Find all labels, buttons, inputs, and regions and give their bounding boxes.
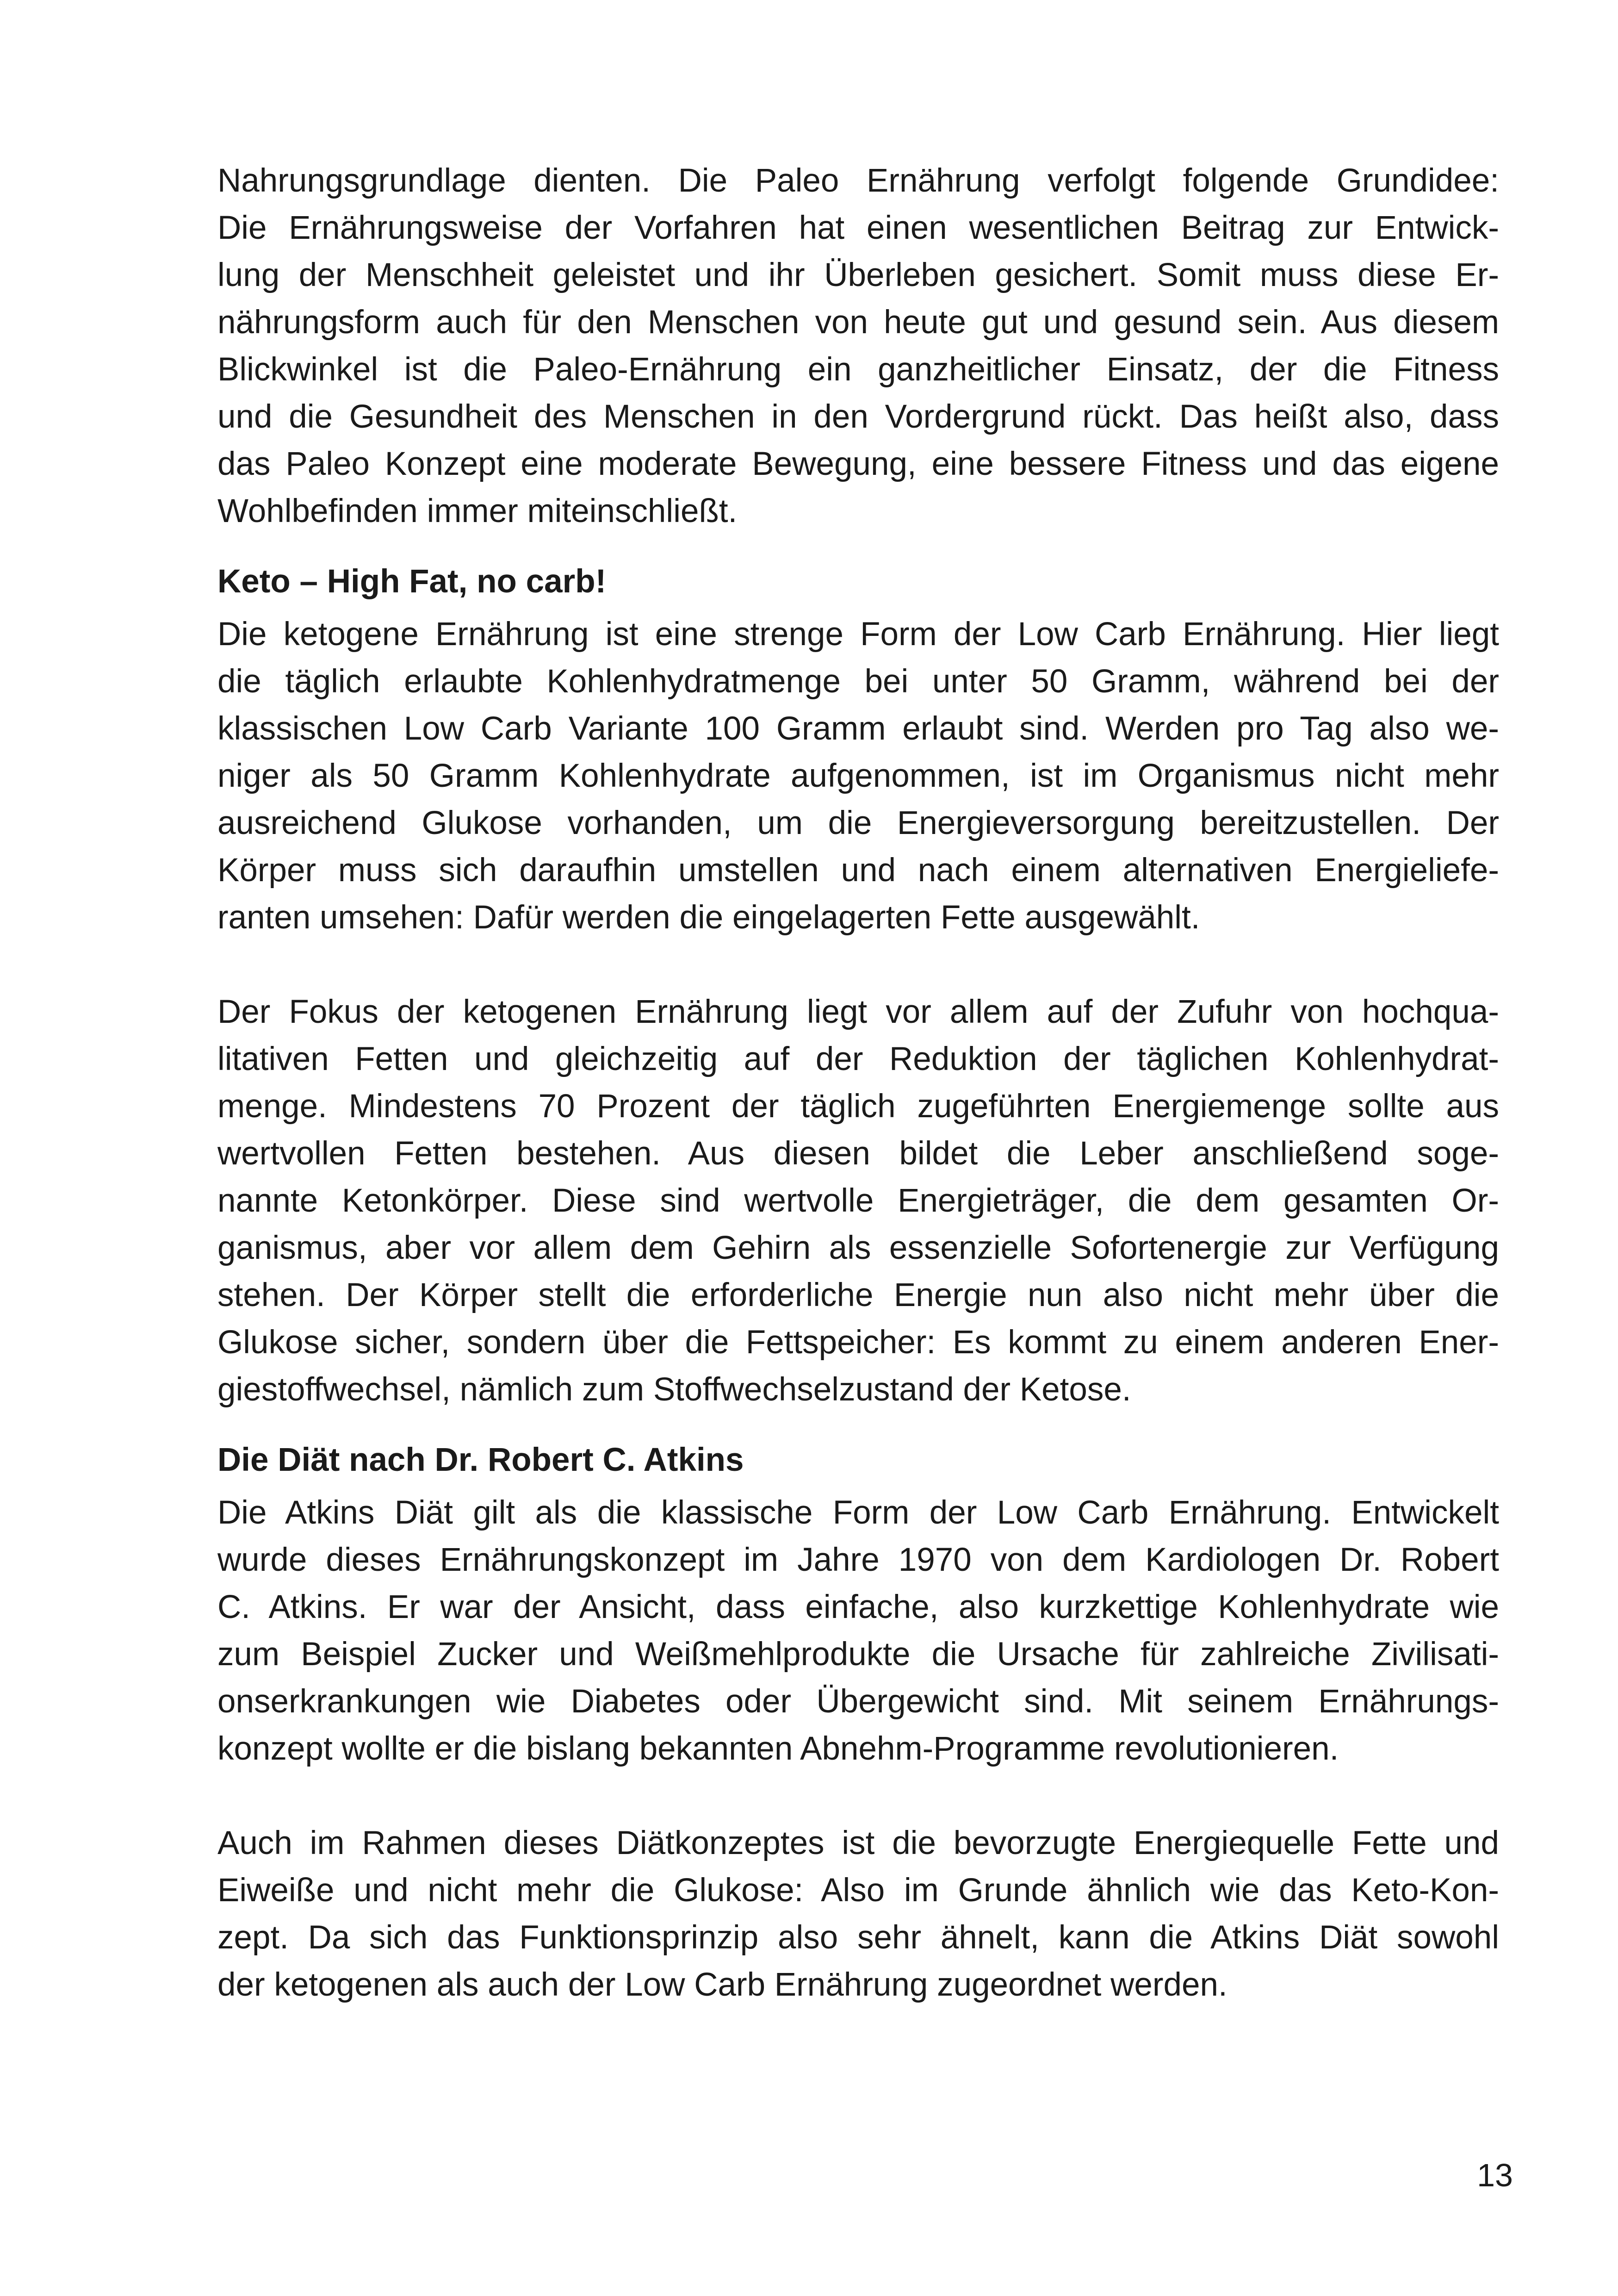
page-number: 13 bbox=[1477, 2157, 1513, 2193]
text-line: das Paleo Konzept eine moderate Bewegung, eine bessere Fitness und das eigene bbox=[217, 446, 1499, 482]
text-line: Glukose sicher, sondern über die Fettspeicher: Es kommt zu einem anderen Ener- bbox=[217, 1324, 1499, 1361]
text-line: Die Ernährungsweise der Vorfahren hat einen wesentlichen Beitrag zur Entwick- bbox=[217, 210, 1499, 246]
paragraph-keto-focus bbox=[217, 989, 1499, 1413]
paragraph-paleo-continuation bbox=[217, 157, 1499, 535]
text-line: nannte Ketonkörper. Diese sind wertvolle Energieträger, die dem gesamten Or- bbox=[217, 1182, 1499, 1219]
text-line: ausreichend Glukose vorhanden, um die Energieversorgung bereitzustellen. Der bbox=[217, 805, 1499, 841]
text-line: zept. Da sich das Funktionsprinzip also sehr ähnelt, kann die Atkins Diät sowohl bbox=[217, 1919, 1499, 1956]
text-line: ganismus, aber vor allem dem Gehirn als essenzielle Sofortenergie zur Verfügung bbox=[217, 1230, 1499, 1266]
text-line: klassischen Low Carb Variante 100 Gramm erlaubt sind. Werden pro Tag also we- bbox=[217, 710, 1499, 747]
text-line: der ketogenen als auch der Low Carb Ernährung zugeordnet werden. bbox=[217, 1966, 1227, 2003]
text-line: und die Gesundheit des Menschen in den Vordergrund rückt. Das heißt also, dass bbox=[217, 398, 1499, 435]
text-line: Blickwinkel ist die Paleo-Ernährung ein ganzheitlicher Einsatz, der die Fitness bbox=[217, 351, 1499, 388]
text-line: Die ketogene Ernährung ist eine strenge Form der Low Carb Ernährung. Hier liegt bbox=[217, 616, 1499, 653]
text-line: wertvollen Fetten bestehen. Aus diesen bildet die Leber anschließend soge- bbox=[217, 1135, 1499, 1172]
text-line: Der Fokus der ketogenen Ernährung liegt vor allem auf der Zufuhr von hochqua- bbox=[217, 994, 1499, 1030]
text-line: onserkrankungen wie Diabetes oder Übergewicht sind. Mit seinem Ernährungs- bbox=[217, 1683, 1499, 1720]
text-line: Die Atkins Diät gilt als die klassische Form der Low Carb Ernährung. Entwickelt bbox=[217, 1494, 1499, 1531]
text-line: Wohlbefinden immer miteinschließt. bbox=[217, 493, 738, 529]
text-line: wurde dieses Ernährungskonzept im Jahre 1970 von dem Kardiologen Dr. Robert bbox=[217, 1542, 1499, 1578]
text-line: stehen. Der Körper stellt die erforderliche Energie nun also nicht mehr über die bbox=[217, 1277, 1499, 1313]
text-line: C. Atkins. Er war der Ansicht, dass einfache, also kurzkettige Kohlenhydrate wie bbox=[217, 1589, 1499, 1625]
section-heading-keto: Keto – High Fat, no carb! bbox=[217, 563, 607, 600]
text-line: ranten umsehen: Dafür werden die eingelagerten Fette ausgewählt. bbox=[217, 899, 1200, 936]
text-line: menge. Mindestens 70 Prozent der täglich zugeführten Energiemenge sollte aus bbox=[217, 1088, 1499, 1125]
text-line: Eiweiße und nicht mehr die Glukose: Also im Grunde ähnlich wie das Keto-Kon- bbox=[217, 1872, 1499, 1909]
paragraph-atkins-concept bbox=[217, 1820, 1499, 2009]
text-line: litativen Fetten und gleichzeitig auf der Reduktion der täglichen Kohlenhydrat- bbox=[217, 1041, 1499, 1077]
text-line: Nahrungsgrundlage dienten. Die Paleo Ernährung verfolgt folgende Grundidee: bbox=[217, 162, 1499, 199]
text-line: zum Beispiel Zucker und Weißmehlprodukte die Ursache für zahlreiche Zivilisati- bbox=[217, 1636, 1499, 1673]
paragraph-keto-intro bbox=[217, 611, 1499, 941]
section-heading-atkins: Die Diät nach Dr. Robert C. Atkins bbox=[217, 1442, 744, 1478]
text-line: niger als 50 Gramm Kohlenhydrate aufgenommen, ist im Organismus nicht mehr bbox=[217, 758, 1499, 794]
text-line: Auch im Rahmen dieses Diätkonzeptes ist die bevorzugte Energiequelle Fette und bbox=[217, 1825, 1499, 1861]
text-line: lung der Menschheit geleistet und ihr Überleben gesichert. Somit muss diese Er- bbox=[217, 257, 1499, 293]
paragraph-atkins-intro bbox=[217, 1489, 1499, 1773]
text-line: nährungsform auch für den Menschen von heute gut und gesund sein. Aus diesem bbox=[217, 304, 1499, 341]
text-line: die täglich erlaubte Kohlenhydratmenge bei unter 50 Gramm, während bei der bbox=[217, 663, 1499, 700]
text-line: konzept wollte er die bislang bekannten Abnehm-Programme revolutionieren. bbox=[217, 1730, 1339, 1767]
text-line: Körper muss sich daraufhin umstellen und nach einem alternativen Energieliefe- bbox=[217, 852, 1499, 889]
text-line: giestoffwechsel, nämlich zum Stoffwechselzustand der Ketose. bbox=[217, 1371, 1131, 1408]
page-content bbox=[217, 157, 1499, 2009]
